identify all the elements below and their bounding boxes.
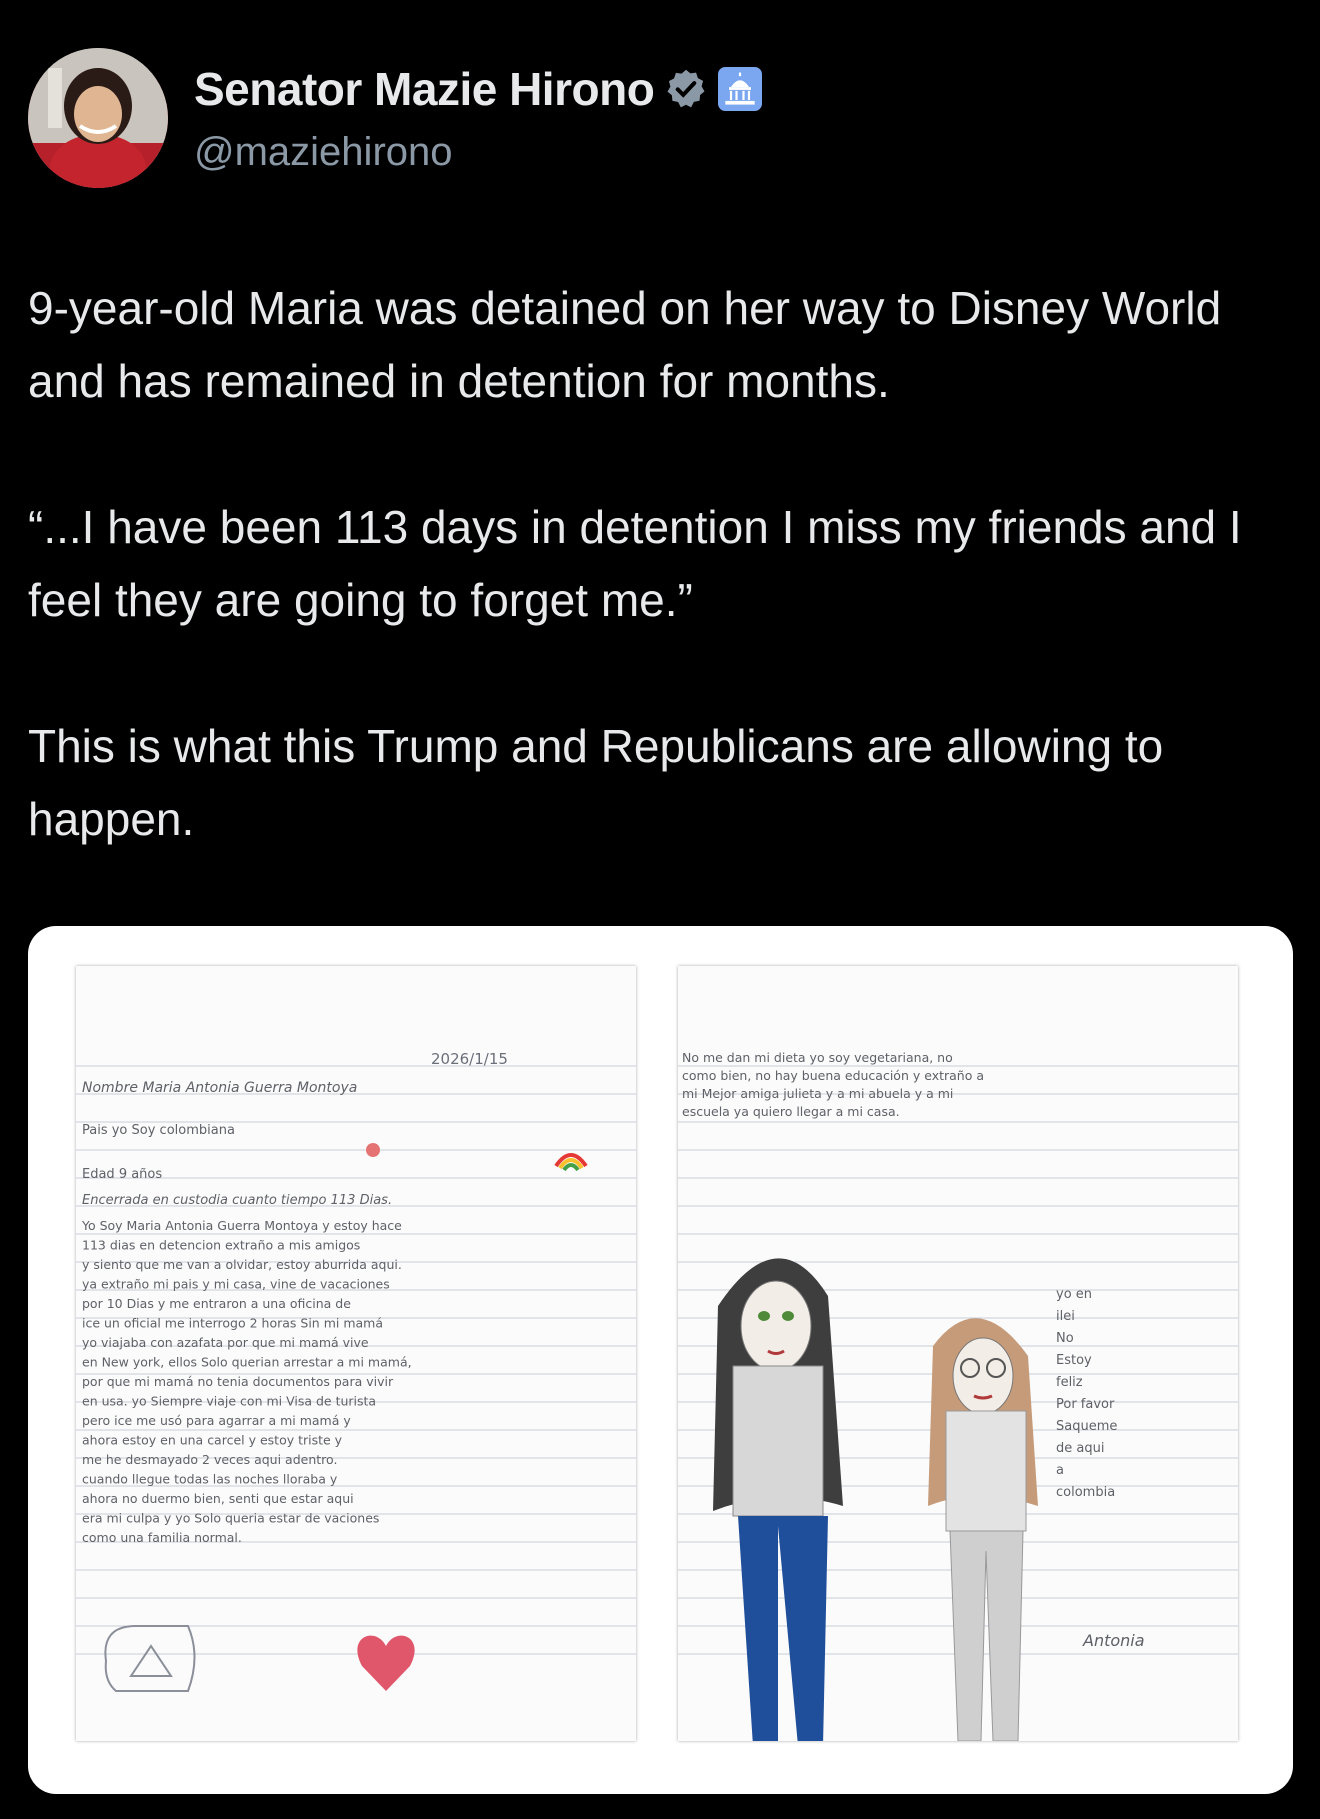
letter-page-right (678, 966, 1238, 1741)
girl-drawing-1 (713, 1258, 843, 1741)
letter-page-left (76, 966, 636, 1741)
display-name[interactable]: Senator Mazie Hirono (194, 63, 655, 115)
letter-body-line: por que mi mamá no tenia documentos para vivir (82, 1374, 394, 1389)
letter-custody: Encerrada en custodia cuanto tiempo 113 Dias. (82, 1193, 393, 1208)
letter-side-line: Saqueme (1056, 1419, 1118, 1434)
letter-name: Nombre Maria Antonia Guerra Montoya (82, 1080, 358, 1096)
letter-side-line: Por favor (1056, 1397, 1115, 1412)
letter-right-text (682, 1050, 984, 1119)
letter-right-line: No me dan mi dieta yo soy vegetariana, no (682, 1050, 953, 1065)
tweet-media[interactable] (28, 926, 1293, 1794)
letter-age: Edad 9 años (82, 1167, 163, 1182)
letter-side-line: Estoy (1056, 1353, 1092, 1368)
girl-drawing-2 (928, 1318, 1038, 1741)
letter-body-line: en New york, ellos Solo querian arrestar a mi mamá, (82, 1354, 412, 1370)
letter-side-line: ilei (1056, 1309, 1075, 1324)
tweet-header (28, 48, 1288, 193)
letter-side-line: de aqui (1056, 1441, 1105, 1456)
letter-date: 2026/1/15 (431, 1050, 508, 1068)
letter-body-line: ice un oficial me interrogo 2 horas Sin mi mamá (82, 1315, 383, 1331)
letter-body-line: 113 dias en detencion extraño a mis amigos (82, 1237, 361, 1253)
letter-body-line: ahora no duermo bien, senti que estar aqui (82, 1491, 354, 1506)
letter-country: Pais yo Soy colombiana (82, 1123, 235, 1138)
letter-body-line: yo viajaba con azafata por que mi mamá vive (82, 1335, 369, 1350)
letter-body-line: Yo Soy Maria Antonia Guerra Montoya y estoy hace (82, 1218, 402, 1233)
letter-right-line: mi Mejor amiga julieta y a mi abuela y a mi (682, 1086, 954, 1101)
letter-body-line: pero ice me usó para agarrar a mi mamá y (82, 1413, 351, 1428)
letter-body-line: por 10 Dias y me entraron a una oficina de (82, 1296, 351, 1311)
letter-left-svg (76, 966, 636, 1741)
balloon-icon (366, 1143, 380, 1157)
letter-side-line: a (1056, 1463, 1064, 1478)
tweet-text (28, 272, 1298, 856)
letter-side-line: feliz (1056, 1375, 1083, 1390)
letter-right-line: como bien, no hay buena educación y extraño a (682, 1068, 984, 1083)
handle[interactable]: @maziehirono (194, 130, 453, 174)
capitol-icon[interactable] (718, 67, 762, 111)
letter-right-svg (678, 966, 1238, 1741)
letter-side-line: yo en (1056, 1287, 1093, 1302)
verified-icon[interactable] (664, 67, 708, 111)
letter-signature: Antonia (1083, 1631, 1145, 1650)
letter-body-line: cuando llegue todas las noches lloraba y (82, 1471, 338, 1487)
letter-body-line: en usa. yo Siempre viaje con mi Visa de turista (82, 1393, 377, 1409)
letter-body (81, 1218, 412, 1545)
letter-body-line: y siento que me van a olvidar, estoy aburrida aqui. (82, 1257, 402, 1272)
stamp-drawing (105, 1626, 194, 1691)
letter-body-line: como una familia normal. (82, 1530, 242, 1545)
letter-side-line: No (1056, 1331, 1074, 1346)
tweet-paragraph-1: 9-year-old Maria was detained on her way to Disney World and has remained in detention for months. (28, 282, 1234, 407)
tweet-paragraph-3: This is what this Trump and Republicans are allowing to happen. (28, 720, 1177, 845)
letter-side-line: colombia (1056, 1485, 1116, 1500)
rainbow-icon (556, 1155, 586, 1170)
heart-icon (357, 1636, 414, 1691)
letter-body-line: ahora estoy en una carcel y estoy triste y (82, 1432, 343, 1448)
letter-body-line: me he desmayado 2 veces aqui adentro. (82, 1452, 338, 1467)
letter-body-line: era mi culpa y yo Solo queria estar de vaciones (82, 1510, 380, 1526)
letter-side-text (1056, 1287, 1117, 1500)
letter-body-line: ya extraño mi pais y mi casa, vine de vacaciones (82, 1276, 390, 1292)
avatar[interactable] (28, 48, 168, 188)
tweet-paragraph-2: “...I have been 113 days in detention I miss my friends and I feel they are going to forget me.” (28, 501, 1255, 626)
letter-right-line: escuela ya quiero llegar a mi casa. (682, 1104, 900, 1119)
name-row (194, 62, 762, 116)
